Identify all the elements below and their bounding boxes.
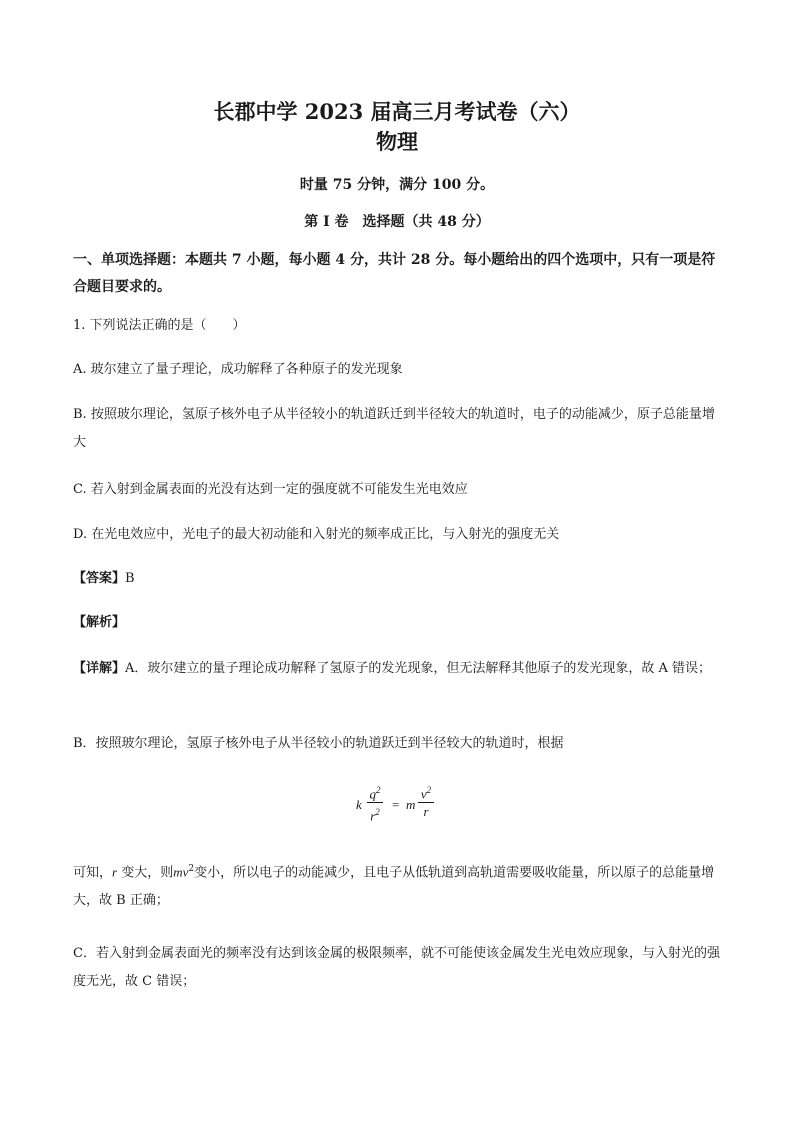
var-mv: mv [173, 864, 189, 880]
option-c: C. 若入射到金属表面的光没有达到一定的强度就不可能发生光电效应 [73, 482, 468, 497]
detail-c: C．若入射到金属表面光的频率没有达到该金属的极限频率，就不可能使该金属发生光电效应现象，与入射光的强度无光，故 C 错误； [73, 946, 720, 989]
option-d: D. 在光电效应中，光电子的最大初动能和入射光的频率成正比，与入射光的强度无关 [73, 527, 560, 542]
section-instructions: 一、单项选择题：本题共 7 小题，每小题 4 分，共计 28 分。每小题给出的四个选项中，只有一项是符合题目要求的。 [73, 252, 716, 295]
formula-m: m [406, 797, 416, 812]
formula-lhs-den: r [370, 808, 376, 824]
option-b: B. 按照玻尔理论，氢原子核外电子从半径较小的轨道跃迁到半径较大的轨道时，电子的动能减少，原子总能量增大 [73, 407, 715, 450]
answer-label: 【答案】 [73, 571, 126, 586]
formula-rhs-fraction: $\frac{v^2}{r}$ [418, 782, 434, 821]
coulomb-formula [356, 782, 446, 828]
var-r: r [112, 864, 118, 880]
detail-b2: 可知，r 变大，则$mv^2$变小，所以电子的动能减少，且电子从低轨道到高轨道需要吸收能量，所以原子的总能量增大，故 B 正确； [73, 864, 715, 909]
detail-b: B．按照玻尔理论，氢原子核外电子从半径较小的轨道跃迁到半径较大的轨道时，根据 [73, 736, 564, 751]
analysis-label: 【解析】 [73, 615, 126, 630]
exam-meta: 时量 75 分钟，满分 100 分。 [299, 177, 495, 193]
formula-lhs-num: q [369, 786, 376, 802]
subject-title: 物理 [376, 129, 418, 154]
detail-a [73, 655, 723, 683]
answer-line [73, 565, 723, 593]
detail-a-text: A．玻尔建立的量子理论成功解释了氢原子的发光现象，但无法解释其他原子的发光现象，故 A 错误； [125, 661, 712, 676]
option-a: A. 玻尔建立了量子理论，成功解释了各种原子的发光现象 [73, 362, 403, 377]
formula-lhs-fraction: $\frac{q^2}{r^2}$ [367, 782, 383, 826]
analysis-line [73, 609, 723, 637]
formula-k: k [356, 797, 362, 812]
answer-value: B [125, 571, 135, 586]
formula-rhs-num: v [420, 786, 427, 802]
question-stem: 1. 下列说法正确的是（ ） [73, 318, 246, 333]
detail-label: 【详解】 [73, 661, 126, 676]
formula-equals: = [392, 797, 400, 812]
page-title: 长郡中学 2023 届高三月考试卷（六） [213, 99, 581, 124]
volume-heading: 第 I 卷 选择题（共 48 分） [304, 214, 490, 230]
formula-rhs-den: r [423, 804, 429, 820]
